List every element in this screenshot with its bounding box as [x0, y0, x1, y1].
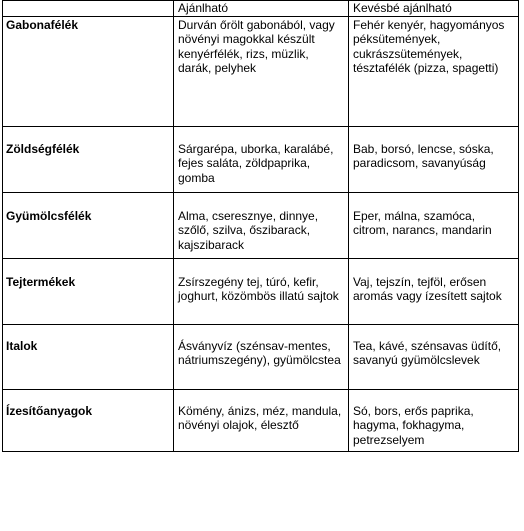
row-category: Gyümölcsfélék	[3, 192, 174, 258]
row-recommended: Alma, cseresznye, dinnye, szőlő, szilva, őszibarack, kajszibarack	[174, 192, 349, 258]
row-less-recommended: Eper, málna, szamóca, citrom, narancs, mandarin	[349, 192, 519, 258]
row-category: Gabonafélék	[3, 16, 174, 126]
row-recommended: Ásványvíz (szénsav-mentes, nátriumszegény), gyümölcstea	[174, 324, 349, 389]
food-recommendation-table	[2, 0, 519, 452]
row-category: Zöldségfélék	[3, 126, 174, 192]
row-recommended: Durván őrölt gabonából, vagy növényi magokkal készült kenyérfélék, rizs, müzlik, darák, pelyhek	[174, 16, 349, 126]
row-category: Tejtermékek	[3, 258, 174, 324]
row-less-recommended: Bab, borsó, lencse, sóska, paradicsom, savanyúság	[349, 126, 519, 192]
table-row	[3, 258, 519, 324]
row-category: Italok	[3, 324, 174, 389]
row-less-recommended: Vaj, tejszín, tejföl, erősen aromás vagy ízesített sajtok	[349, 258, 519, 324]
table-row	[3, 389, 519, 451]
header-category	[3, 1, 174, 17]
row-less-recommended: Só, bors, erős paprika, hagyma, fokhagyma, petrezselyem	[349, 389, 519, 451]
header-recommended: Ajánlható	[174, 1, 349, 17]
row-recommended: Zsírszegény tej, túró, kefir, joghurt, közömbös illatú sajtok	[174, 258, 349, 324]
table-row	[3, 126, 519, 192]
table-row	[3, 324, 519, 389]
row-category: Ízesítőanyagok	[3, 389, 174, 451]
row-less-recommended: Fehér kenyér, hagyományos péksütemények, cukrászsütemények, tésztafélék (pizza, spagetti)	[349, 16, 519, 126]
row-recommended: Kömény, ánizs, méz, mandula, növényi olajok, élesztő	[174, 389, 349, 451]
header-less-recommended: Kevésbé ajánlható	[349, 1, 519, 17]
table-header-row	[3, 1, 519, 17]
table-row	[3, 192, 519, 258]
row-less-recommended: Tea, kávé, szénsavas üdítő, savanyú gyümölcslevek	[349, 324, 519, 389]
table-row	[3, 16, 519, 126]
food-recommendation-table-wrapper	[2, 0, 518, 452]
row-recommended: Sárgarépa, uborka, karalábé, fejes saláta, zöldpaprika, gomba	[174, 126, 349, 192]
